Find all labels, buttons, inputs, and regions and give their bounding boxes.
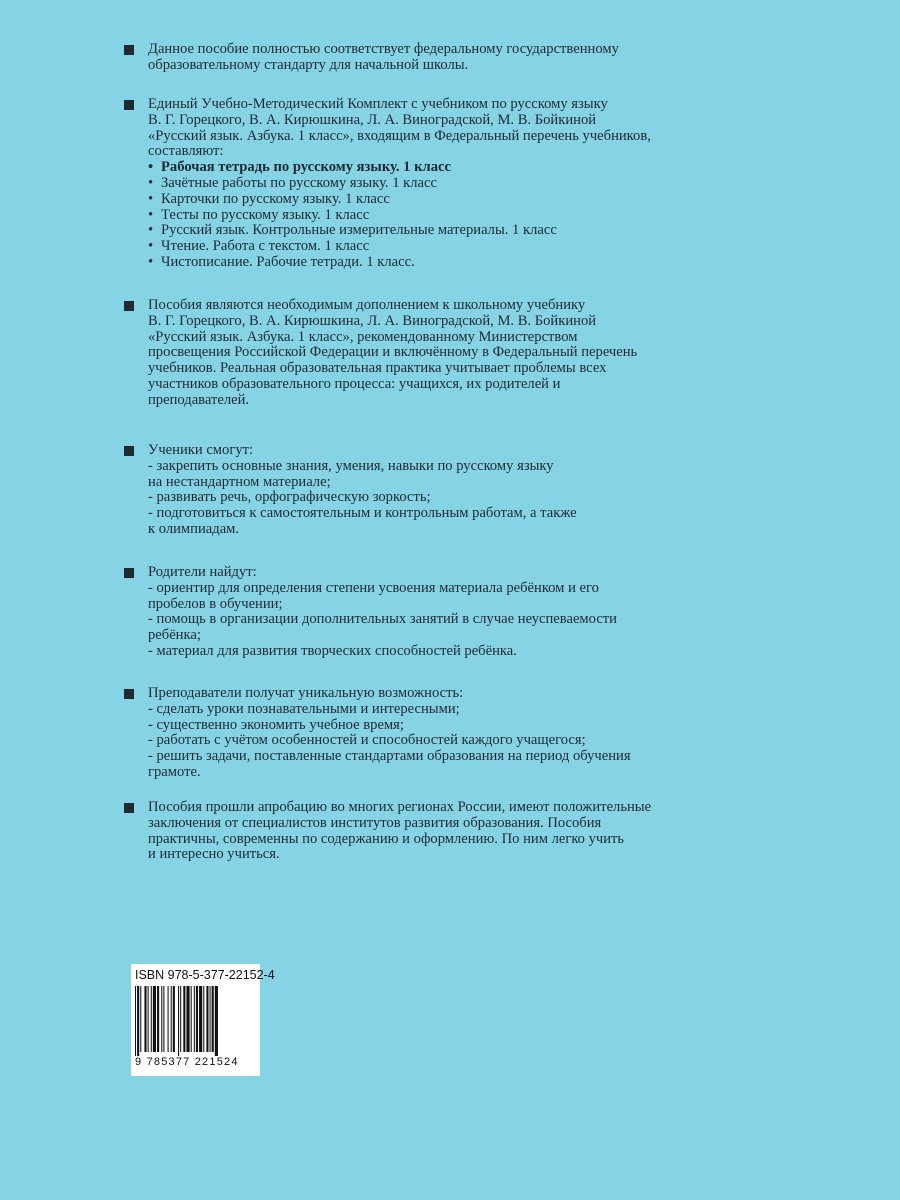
text-line: пробелов в обучении; bbox=[148, 595, 283, 612]
text-line: - помощь в организации дополнительных занятий в случае неуспеваемости bbox=[148, 611, 617, 628]
barcode-icon bbox=[135, 986, 256, 1056]
section-text bbox=[148, 800, 824, 863]
list-item: • Русский язык. Контрольные измерительные материалы. 1 класс bbox=[148, 222, 557, 239]
section-text bbox=[148, 686, 824, 781]
text-line: - материал для развития творческих способностей ребёнка. bbox=[148, 642, 517, 659]
text-line: Пособия являются необходимым дополнением к школьному учебнику bbox=[148, 297, 586, 313]
square-bullet-icon bbox=[124, 100, 134, 110]
text-line: - закрепить основные знания, умения, навыки по русскому языку bbox=[148, 457, 554, 474]
text-line: и интересно учиться. bbox=[148, 846, 280, 863]
list-item: • Чистописание. Рабочие тетради. 1 класс. bbox=[148, 253, 415, 270]
list-dot-icon: • bbox=[148, 174, 154, 191]
text-line: Преподаватели получат уникальную возможность: bbox=[148, 685, 464, 701]
text-line: - развивать речь, орфографическую зоркость; bbox=[148, 489, 431, 506]
list-item: • Рабочая тетрадь по русскому языку. 1 класс bbox=[148, 159, 451, 176]
section-text bbox=[148, 565, 824, 660]
text-line: на нестандартном материале; bbox=[148, 473, 331, 490]
section-text bbox=[148, 97, 824, 271]
text-line: Пособия прошли апробацию во многих регионах России, имеют положительные bbox=[148, 799, 652, 815]
text-line: В. Г. Горецкого, В. А. Кирюшкина, Л. А. Виноградской, М. В. Бойкиной bbox=[148, 312, 597, 329]
square-bullet-icon bbox=[124, 689, 134, 699]
text-line: учебников. Реальная образовательная практика учитывает проблемы всех bbox=[148, 360, 607, 377]
text-line: грамоте. bbox=[148, 763, 201, 780]
text-line: Родители найдут: bbox=[148, 564, 257, 580]
list-item: • Чтение. Работа с текстом. 1 класс bbox=[148, 238, 370, 255]
text-line: - сделать уроки познавательными и интересными; bbox=[148, 700, 460, 717]
square-bullet-icon bbox=[124, 301, 134, 311]
list-dot-icon: • bbox=[148, 190, 154, 207]
text-line: практичны, современны по содержанию и оформлению. По ним легко учить bbox=[148, 830, 625, 847]
text-line: «Русский язык. Азбука. 1 класс», рекомендованному Министерством bbox=[148, 328, 578, 345]
text-line: образовательному стандарту для начальной школы. bbox=[148, 56, 469, 73]
text-line: В. Г. Горецкого, В. А. Кирюшкина, Л. А. Виноградской, М. В. Бойкиной bbox=[148, 111, 597, 128]
list-dot-icon: • bbox=[148, 253, 154, 270]
text-line: составляют: bbox=[148, 143, 224, 160]
text-line: участников образовательного процесса: учащихся, их родителей и bbox=[148, 375, 561, 392]
list-item: • Тесты по русскому языку. 1 класс bbox=[148, 206, 370, 223]
square-bullet-icon bbox=[124, 568, 134, 578]
text-line: - решить задачи, поставленные стандартами образования на период обучения bbox=[148, 748, 631, 765]
list-item: • Зачётные работы по русскому языку. 1 класс bbox=[148, 174, 437, 191]
text-line: Данное пособие полностью соответствует федеральному государственному bbox=[148, 41, 619, 57]
text-line: Единый Учебно-Методический Комплект с учебником по русскому языку bbox=[148, 96, 608, 112]
isbn-barcode-block bbox=[131, 964, 275, 1076]
list-dot-icon: • bbox=[148, 159, 154, 176]
text-line: заключения от специалистов институтов развития образования. Пособия bbox=[148, 814, 602, 831]
text-line: - работать с учётом особенностей и способностей каждого учащегося; bbox=[148, 732, 586, 749]
square-bullet-icon bbox=[124, 45, 134, 55]
section-text bbox=[148, 298, 824, 409]
umk-list bbox=[148, 160, 824, 271]
square-bullet-icon bbox=[124, 446, 134, 456]
text-line: просвещения Российской Федерации и включённому в Федеральный перечень bbox=[148, 344, 638, 361]
text-line: Ученики смогут: bbox=[148, 442, 254, 458]
text-line: - ориентир для определения степени усвоения материала ребёнком и его bbox=[148, 579, 599, 596]
list-dot-icon: • bbox=[148, 238, 154, 255]
list-dot-icon: • bbox=[148, 222, 154, 239]
isbn-label: ISBN 978-5-377-22152-4 bbox=[135, 968, 275, 982]
list-dot-icon: • bbox=[148, 206, 154, 223]
section-text bbox=[148, 42, 824, 74]
list-item: • Карточки по русскому языку. 1 класс bbox=[148, 190, 390, 207]
square-bullet-icon bbox=[124, 803, 134, 813]
text-line: - подготовиться к самостоятельным и контрольным работам, а также bbox=[148, 505, 577, 522]
text-line: преподавателей. bbox=[148, 391, 250, 408]
text-line: «Русский язык. Азбука. 1 класс», входящим в Федеральный перечень учебников, bbox=[148, 127, 651, 144]
text-line: ребёнка; bbox=[148, 627, 201, 644]
text-line: - существенно экономить учебное время; bbox=[148, 716, 404, 733]
section-text bbox=[148, 443, 824, 538]
text-line: к олимпиадам. bbox=[148, 520, 240, 537]
barcode-digits: 9 785377 221524 bbox=[135, 1056, 239, 1068]
